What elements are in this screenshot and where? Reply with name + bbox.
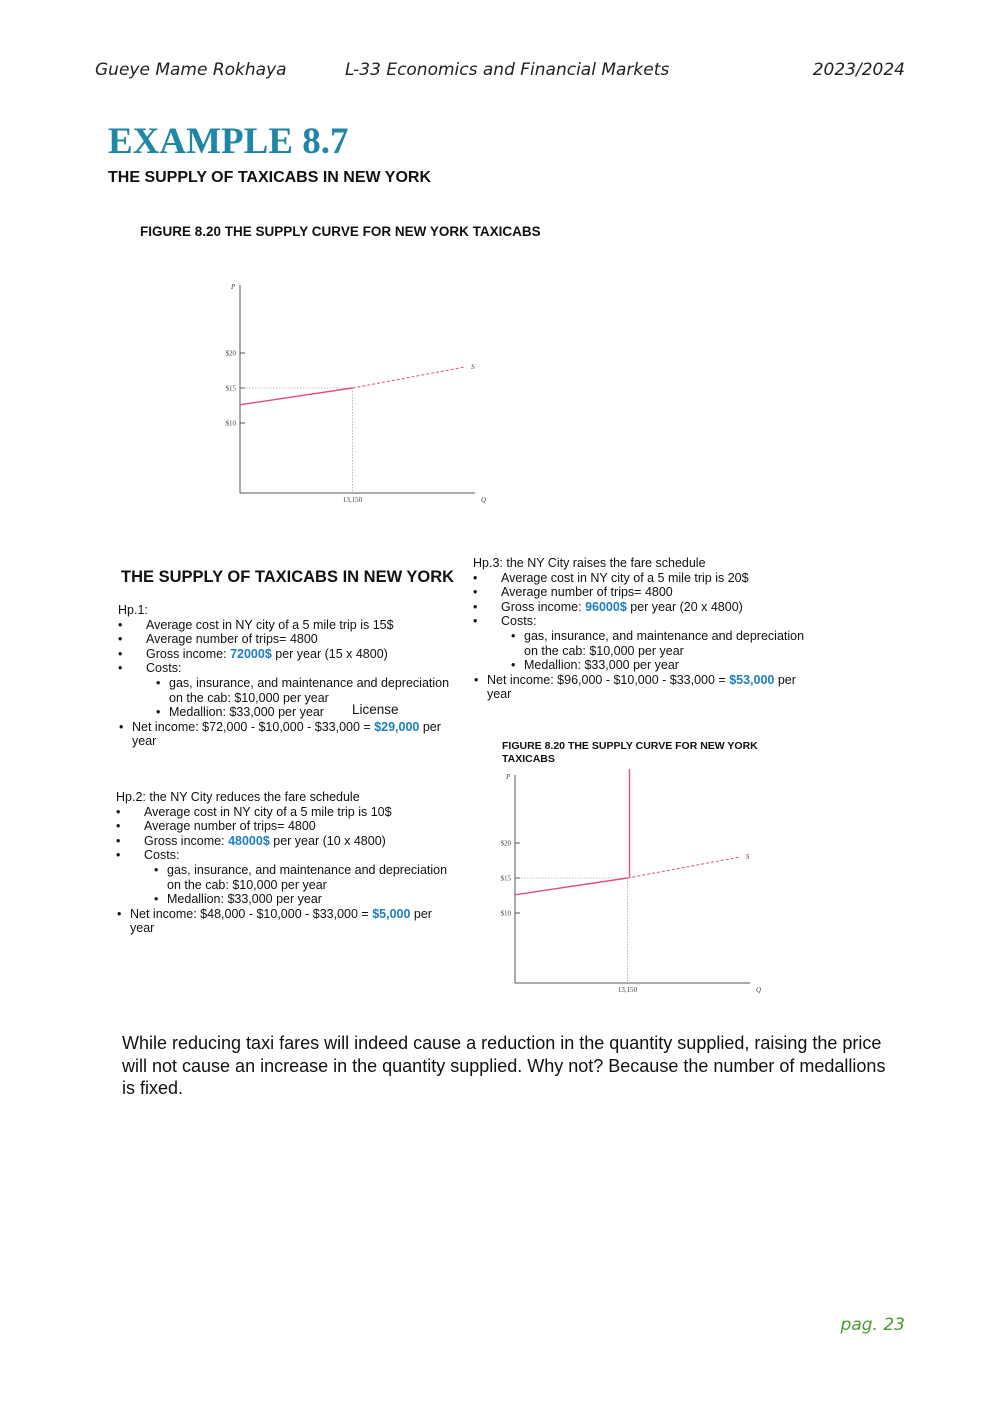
hp1-cost-medallion: • Medallion: $33,000 per year License [118, 705, 449, 720]
hp1-costs: • Costs: [118, 661, 449, 676]
hp2-block [116, 790, 447, 936]
hp3-avg-cost: • Average cost in NY city of a 5 mile trip is 20$ [473, 571, 804, 586]
hp3-costs: • Costs: [473, 614, 804, 629]
header-course: L-33 Economics and Financial Markets [345, 60, 670, 80]
chart1-y-tick-label: $10 [225, 419, 236, 428]
hp2-avg-cost: • Average cost in NY city of a 5 mile trip is 10$ [116, 805, 447, 820]
page-number: pag. 23 [840, 1315, 905, 1335]
chart2-xlabel: Q [756, 986, 762, 994]
hp2-costs: • Costs: [116, 848, 447, 863]
hp2-cost-gas-cont: on the cab: $10,000 per year [167, 877, 327, 892]
hp1-cost-gas-cont: on the cab: $10,000 per year [169, 690, 329, 705]
supply-chart-2 [490, 765, 765, 1000]
hp3-cost-gas: • gas, insurance, and maintenance and depreciation [473, 629, 804, 644]
hp3-cost-gas-cont: on the cab: $10,000 per year [524, 643, 684, 658]
section-title: THE SUPPLY OF TAXICABS IN NEW YORK [121, 568, 455, 586]
chart2-supply-solid [515, 878, 628, 895]
hp1-gross-income: • Gross income: 72000$ per year (15 x 4800) [118, 647, 449, 662]
conclusion-text: While reducing taxi fares will indeed cause a reduction in the quantity supplied, raising the price will not cause an increase in the quantity supplied. Why not? Because the number of medallions is fixed. [122, 1033, 886, 1098]
chart1-supply-dashed [353, 367, 466, 388]
hp1-avg-cost: • Average cost in NY city of a 5 mile trip is 15$ [118, 618, 449, 633]
hp3-net-income: • Net income: $96,000 - $10,000 - $33,000 = $53,000 per [473, 673, 804, 688]
hp2-gross-income: • Gross income: 48000$ per year (10 x 4800) [116, 834, 447, 849]
hp3-net-cont: year [487, 687, 512, 702]
hp2-label: Hp.2: the NY City reduces the fare schedule [116, 790, 360, 804]
hp1-gross-value: 72000$ [230, 646, 272, 661]
chart2-y-tick-label: $20 [500, 839, 511, 848]
hp2-net-value: $5,000 [372, 906, 411, 921]
chart2-x-tick-label: 13,150 [617, 986, 638, 994]
hp2-cost-gas: • gas, insurance, and maintenance and depreciation [116, 863, 447, 878]
figure2-title: FIGURE 8.20 THE SUPPLY CURVE FOR NEW YORK TAXICABS [502, 740, 758, 765]
hp1-net-value: $29,000 [374, 719, 420, 734]
hp2-net-cont: year [130, 921, 155, 936]
hp1-trips: • Average number of trips= 4800 [118, 632, 449, 647]
chart2-ylabel: P [506, 773, 511, 781]
hp2-gross-value: 48000$ [228, 833, 270, 848]
header-year: 2023/2024 [812, 60, 905, 80]
hp2-net-income: • Net income: $48,000 - $10,000 - $33,000 = $5,000 per [116, 907, 447, 922]
hp3-net-value: $53,000 [729, 672, 775, 687]
chart1-ylabel: P [231, 283, 236, 291]
license-note: License [352, 702, 399, 718]
figure1-title: FIGURE 8.20 THE SUPPLY CURVE FOR NEW YORK TAXICABS [140, 224, 541, 239]
supply-chart-1 [215, 275, 490, 510]
hp1-block [118, 603, 449, 749]
hp2-cost-medallion: • Medallion: $33,000 per year [116, 892, 447, 907]
chart2-y-tick-label: $10 [500, 909, 511, 918]
hp2-trips: • Average number of trips= 4800 [116, 819, 447, 834]
chart1-x-tick-label: 13,150 [342, 496, 363, 504]
header-author: Gueye Mame Rokhaya [95, 60, 287, 80]
hp1-label: Hp.1: [118, 603, 148, 617]
hp1-net-income: • Net income: $72,000 - $10,000 - $33,000 = $29,000 per [118, 720, 449, 735]
hp1-net-cont: year [132, 734, 157, 749]
chart1-series-label: S [471, 363, 475, 371]
example-title: EXAMPLE 8.7 [108, 121, 349, 162]
hp3-gross-value: 96000$ [585, 599, 627, 614]
hp1-cost-gas: • gas, insurance, and maintenance and depreciation [118, 676, 449, 691]
hp3-cost-medallion: • Medallion: $33,000 per year [473, 658, 804, 673]
example-subtitle: THE SUPPLY OF TAXICABS IN NEW YORK [108, 169, 432, 186]
chart1-xlabel: Q [481, 496, 487, 504]
chart1-y-tick-label: $15 [225, 384, 236, 393]
chart1-supply-solid [240, 388, 353, 405]
hp3-block [473, 556, 804, 702]
hp3-trips: • Average number of trips= 4800 [473, 585, 804, 600]
chart2-supply-dashed [628, 857, 741, 878]
hp3-label: Hp.3: the NY City raises the fare schedule [473, 556, 706, 570]
chart1-y-tick-label: $20 [225, 349, 236, 358]
hp3-gross-income: • Gross income: 96000$ per year (20 x 4800) [473, 600, 804, 615]
chart2-series-label: S [746, 853, 750, 861]
chart2-y-tick-label: $15 [500, 874, 511, 883]
